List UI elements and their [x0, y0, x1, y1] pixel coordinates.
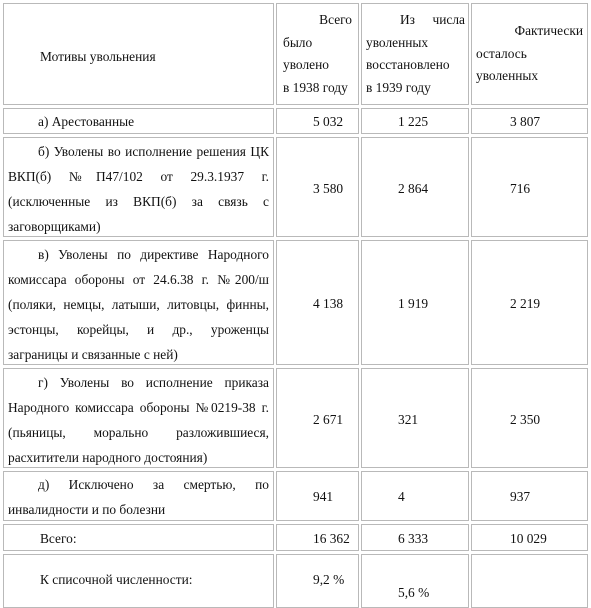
row-c-restored	[361, 240, 469, 365]
share-remaining	[471, 554, 588, 608]
row-d-restored-value: 321	[398, 412, 419, 427]
row-b-label-text: б) Уволены во исполнение решения ЦК ВКП(б) №П47/102 от 29.3.1937 г. (исключенные из ВКП(б) за связь с заговорщиками)	[8, 144, 269, 234]
row-b-label	[3, 137, 274, 237]
share-restored-value: 5,6 %	[398, 585, 430, 600]
row-d-label	[3, 368, 274, 468]
row-b-restored	[361, 137, 469, 237]
row-a-total	[276, 108, 359, 134]
header-remaining-line-2: осталось	[476, 45, 527, 61]
row-e-label-text: д) Исключено за смертью, по инвалидности и по болезни	[8, 477, 269, 517]
header-remaining-line-1: Фактически	[514, 23, 583, 38]
total-restored-value: 6 333	[398, 531, 429, 546]
header-motives	[3, 3, 274, 105]
header-restored	[361, 3, 469, 105]
share-label-text: К списочной численности:	[40, 572, 193, 587]
row-e-total	[276, 471, 359, 521]
row-c-total-value: 4 138	[313, 296, 344, 311]
row-a-total-value: 5 032	[313, 114, 344, 129]
row-c-remaining-value: 2 219	[510, 296, 541, 311]
share-total-value: 9,2 %	[313, 572, 345, 587]
row-c-remaining	[471, 240, 588, 365]
row-e-label	[3, 471, 274, 521]
row-e-restored	[361, 471, 469, 521]
share-restored	[361, 554, 469, 608]
total-total	[276, 524, 359, 551]
row-e-remaining	[471, 471, 588, 521]
row-b-total	[276, 137, 359, 237]
header-total-line-4: в 1938 году	[283, 79, 348, 95]
row-a-remaining-value: 3 807	[510, 114, 541, 129]
row-e-restored-value: 4	[398, 489, 405, 504]
header-total-line-2: было	[283, 34, 313, 50]
header-total-line-1: Всего	[319, 12, 352, 27]
header-remaining	[471, 3, 588, 105]
row-d-remaining-value: 2 350	[510, 412, 541, 427]
header-restored-line-3: восстановлено	[366, 57, 450, 72]
share-total	[276, 554, 359, 608]
share-label	[3, 554, 274, 608]
total-restored	[361, 524, 469, 551]
header-restored-line-1: Из числа	[400, 12, 465, 27]
row-e-remaining-value: 937	[510, 489, 531, 504]
total-total-value: 16 362	[313, 531, 350, 546]
row-b-total-value: 3 580	[313, 181, 344, 196]
row-a-restored	[361, 108, 469, 134]
row-a-label-text: а) Арестованные	[38, 114, 135, 129]
header-remaining-line-3: уволенных	[476, 68, 539, 83]
total-label-text: Всего:	[40, 531, 77, 546]
row-c-restored-value: 1 919	[398, 296, 429, 311]
row-d-total-value: 2 671	[313, 412, 344, 427]
header-restored-line-2: уволенных	[366, 34, 429, 50]
header-total-line-3: уволено	[283, 57, 329, 72]
row-a-remaining	[471, 108, 588, 134]
row-c-total	[276, 240, 359, 365]
total-remaining-value: 10 029	[510, 531, 547, 546]
row-e-total-value: 941	[313, 489, 334, 504]
row-d-restored	[361, 368, 469, 468]
row-d-remaining	[471, 368, 588, 468]
row-a-label	[3, 108, 274, 134]
row-b-restored-value: 2 864	[398, 181, 429, 196]
row-c-label	[3, 240, 274, 365]
total-remaining	[471, 524, 588, 551]
header-total	[276, 3, 359, 105]
total-label	[3, 524, 274, 551]
row-a-restored-value: 1 225	[398, 114, 429, 129]
row-d-total	[276, 368, 359, 468]
row-b-remaining	[471, 137, 588, 237]
header-motives-label: Мотивы увольнения	[40, 49, 156, 64]
row-d-label-text: г) Уволены во исполнение приказа Народного комиссара обороны №0219-38 г. (пьяницы, морально разложившиеся, расхитители народного достояния)	[8, 375, 269, 465]
row-c-label-text: в) Уволены по директиве Народного комиссара обороны от 24.6.38 г. №200/ш (поляки, немцы, латыши, литовцы, финны, эстонцы, корейцы, и др., уроженцы заграницы и связанные с ней)	[8, 247, 269, 362]
header-restored-line-4: в 1939 году	[366, 79, 431, 95]
row-b-remaining-value: 716	[510, 181, 531, 196]
